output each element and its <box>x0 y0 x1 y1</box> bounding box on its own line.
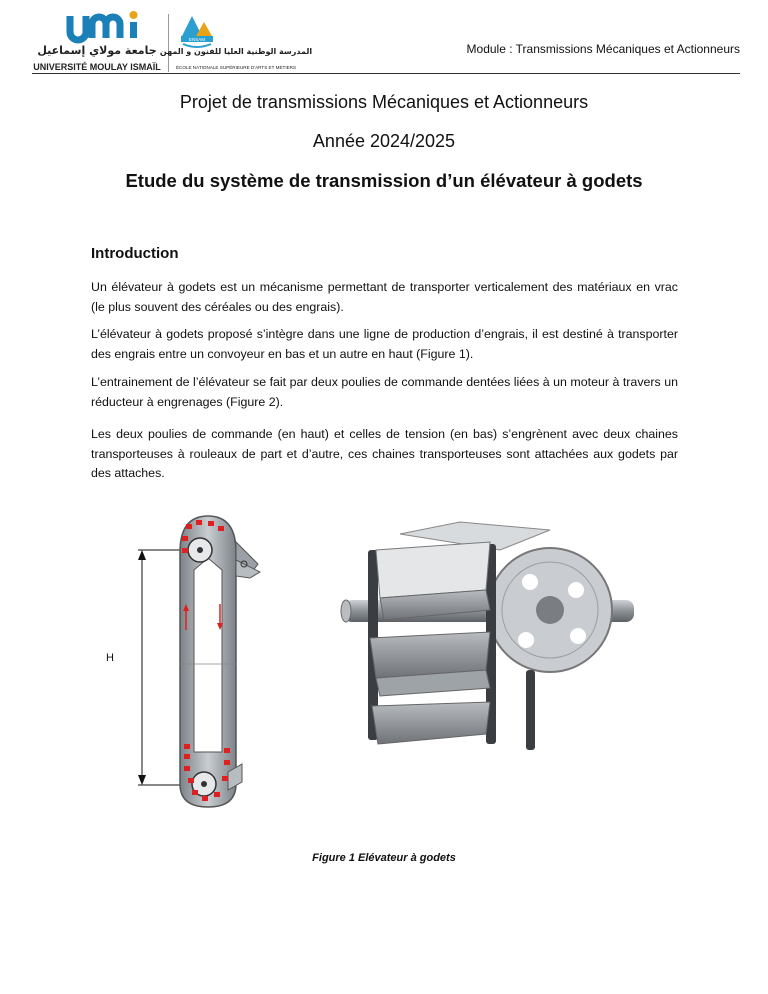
paragraph: Les deux poulies de commande (en haut) et celles de tension (en bas) s’engrènent avec deux chaines transporteuses à rouleaux de part et d’autre, ces chaines transporteuses sont attachées aux godets par des attaches. <box>91 427 678 480</box>
document-subject: Etude du système de transmission d’un élévateur à godets <box>125 170 643 191</box>
logo-divider <box>168 14 169 72</box>
ensam-latin-name: ÉCOLE NATIONALE SUPÉRIEURE D'ARTS ET MÉTIERS <box>175 65 297 70</box>
umi-arabic-name: جامعة مولاي إسماعيل <box>37 44 157 57</box>
module-title: Module : Transmissions Mécaniques et Actionneurs <box>466 42 740 56</box>
paragraph: Un élévateur à godets est un mécanisme permettant de transporter verticalement des matériaux en vrac (le plus souvent des céréales ou des engrais). <box>91 280 678 314</box>
umi-logo <box>32 10 162 76</box>
header-rule <box>32 73 740 74</box>
paragraph: L’entrainement de l’élévateur se fait par deux poulies de commande dentées liées à un moteur à travers un réducteur à engrenages (Figure 2). <box>91 375 678 409</box>
height-label: H <box>106 652 114 664</box>
ensam-logo <box>159 10 313 76</box>
academic-year: Année 2024/2025 <box>312 131 456 151</box>
figure-caption: Figure 1 Elévateur à godets <box>312 852 456 864</box>
top-pulley <box>188 538 212 562</box>
umi-latin-name: UNIVERSITÉ MOULAY ISMAÏL <box>33 62 161 72</box>
sprocket <box>488 548 612 672</box>
umi-logo-mark <box>70 11 138 40</box>
buckets-3d <box>370 542 490 744</box>
introduction-heading: Introduction <box>91 245 179 262</box>
project-title: Projet de transmissions Mécaniques et Actionneurs <box>179 92 589 112</box>
page-header <box>32 10 740 76</box>
elevator-schematic <box>100 512 270 817</box>
paragraph: L’élévateur à godets proposé s’intègre dans une ligne de production d’engrais, il est destiné à transporter des engrais entre un convoyeur en bas et un autre en haut (Figure 1). <box>91 327 678 361</box>
bucket-elevator-3d <box>340 520 640 760</box>
ensam-logo-mark <box>181 16 213 47</box>
ensam-abbrev: ENSAM <box>188 37 206 42</box>
ensam-arabic-name: المدرسة الوطنية العليا للفنون و المهن <box>159 47 313 56</box>
